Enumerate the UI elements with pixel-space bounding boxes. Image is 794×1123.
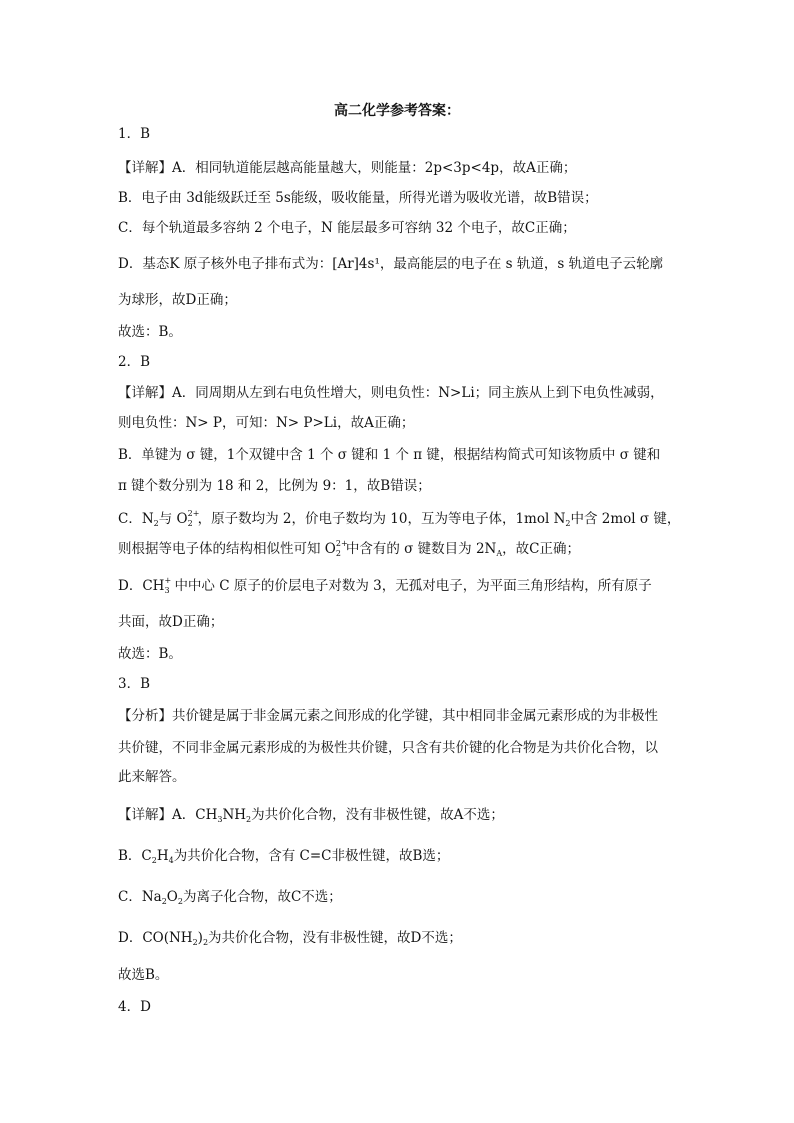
q3-line-d: D．$CO(NH_2)_2$为共价化合物，没有非极性键，故D不选；	[118, 930, 462, 947]
q2-line-1: 【详解】A．同周期从左到右电负性增大，则电负性：N>Li；同主族从上到下电负性减弱，	[118, 385, 664, 401]
q1-line-3: C．每个轨道最多容纳 2 个电子，N 能层最多可容纳 32 个电子，故C正确；	[118, 220, 576, 236]
q2-line-d: D．CH + 3 中中心 C 原子的价层电子对数为 3，无孤对电子，为平面三角形结构，所有原子	[118, 575, 652, 595]
q1-line-6: 故选：B。	[118, 324, 182, 340]
q1-line-4: D．基态K 原子核外电子排布式为：[Ar]4s¹，最高能层的电子在 s 轨道，s 轨道电子云轮廓	[118, 256, 664, 272]
q2-line-3: B．单键为 σ 键，1个双键中含 1 个 σ 键和 1 个 π 键，根据结构简式可知该物质中 σ 键和	[118, 447, 661, 463]
q3-line-c: C．$Na_2O_2$为离子化合物，故C不选；	[118, 889, 342, 906]
q1-line-1: 【详解】A．相同轨道能层越高能量越大，则能量：2p<3p<4p，故A正确；	[118, 160, 577, 176]
q2-line-d2: 共面，故D正确；	[118, 614, 224, 630]
q2-number: 2．B	[118, 354, 151, 370]
q3-line-b: B．$C_2H_4$为共价化合物，含有 C=C非极性键，故B选；	[118, 848, 450, 865]
q3-analysis-2: 共价键，不同非金属元素形成的为极性共价键，只含有共价键的化合物是为共价化合物，以	[118, 740, 658, 756]
q2-line-end: 故选：B。	[118, 646, 182, 662]
q4-number: 4．D	[118, 999, 151, 1015]
q2-line-2: 则电负性：N> P，可知：N> P>Li，故A正确；	[118, 415, 415, 431]
q3-line-end: 故选B。	[118, 967, 169, 983]
q2-line-c2: 则根据等电子体的结构相似性可知 O 2+ 2 中含有的 σ 键数目为 $2N_A$，故C正确；	[118, 538, 580, 558]
q3-analysis-3: 此来解答。	[118, 769, 186, 785]
q3-number: 3．B	[118, 676, 151, 692]
q3-analysis-1: 【分析】共价键是属于非金属元素之间形成的化学键，其中相同非金属元素形成的为非极性	[118, 708, 658, 724]
page-title: 高二化学参考答案：	[334, 103, 460, 119]
q1-line-2: B．电子由 3d能级跃迁至 5s能级，吸收能量，所得光谱为吸收光谱，故B错误；	[118, 190, 598, 206]
q2-line-c: C．$N_2$与 O 2+ 2 ，原子数均为 2，价电子数均为 10，互为等电子体，1mol $N_2$中含 2mol σ 键，	[118, 508, 681, 528]
q1-line-5: 为球形，故D正确；	[118, 292, 237, 308]
q3-line-a: 【详解】A．$CH_3NH_2$为共价化合物，没有非极性键，故A不选；	[118, 807, 504, 824]
q2-line-4: π 键个数分别为 18 和 2，比例为 9：1，故B错误；	[118, 478, 431, 494]
q1-number: 1．B	[118, 126, 151, 142]
